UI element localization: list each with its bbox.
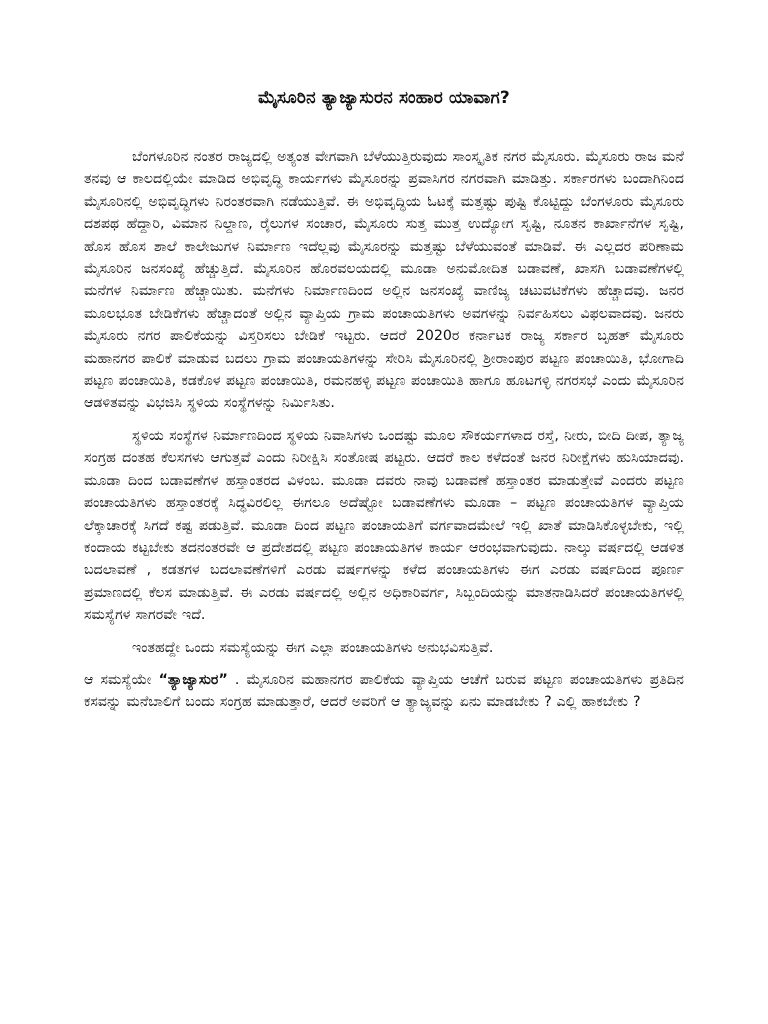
paragraph xyxy=(84,669,684,714)
paragraph-text: . ಮೈಸೂರಿನ ಮಹಾನಗರ ಪಾಲಿಕೆಯ ವ್ಯಾಪ್ತಿಯ ಆಚೆಗೆ ಬರುವ ಪಟ್ಟಣ ಪಂಚಾಯತಿಗಳು ಪ್ರತಿದಿನ ಕಸವನ್ನು ಮನೆಬಾಲಿಗೆ ಬಂದು ಸಂಗ್ರಹ ಮಾಡುತ್ತಾರೆ, ಆದರೆ ಅವರಿಗೆ ಆ ತ್ಯಾಜ್ಯವನ್ನು ಏನು ಮಾಡಬೇಕು ? ಎಲ್ಲಿ ಹಾಕಬೇಕು ? xyxy=(84,671,684,711)
paragraph-prefix: ಆ ಸಮಸ್ಯೆಯೇ xyxy=(84,671,159,688)
bold-term: “ತ್ಯಾಜ್ಯಾಸುರ” xyxy=(158,671,228,688)
paragraph: ಸ್ಥಳಿಯ ಸಂಸ್ಥೆಗಳ ನಿರ್ಮಾಣದಿಂದ ಸ್ಥಳಿಯ ನಿವಾಸಿಗಳು ಒಂದಷ್ಟು ಮೂಲ ಸೌಕರ್ಯಗಳಾದ ರಸ್ತೆ, ನೀರು, ಬೀದಿ ದೀಪ, ತ್ಯಾಜ್ಯ ಸಂಗ್ರಹ ದಂತಹ ಕೆಲಸಗಳು ಆಗುತ್ತವೆ ಎಂದು ನಿರೀಕ್ಷಿಸಿ ಸಂತೋಷ ಪಟ್ಟರು. ಆದರೆ ಕಾಲ ಕಳೆದಂತೆ ಜನರ ನಿರೀಕ್ಷೆಗಳು ಹುಸಿಯಾದವು. ಮೂಡಾ ದಿಂದ ಬಡಾವಣೆಗಳ ಹಸ್ತಾಂತರದ ವಿಳಂಬ. ಮೂಡಾ ದವರು ನಾವು ಬಡಾವಣೆ ಹಸ್ತಾಂತರ ಮಾಡುತ್ತೇವೆ ಎಂದರು ಪಟ್ಟಣ ಪಂಚಾಯತಿಗಳು ಹಸ್ತಾಂತರಕ್ಕೆ ಸಿದ್ಧವಿರಲಿಲ್ಲ ಈಗಲೂ ಅದೆಷ್ಟೋ ಬಡಾವಣೆಗಳು ಮೂಡಾ – ಪಟ್ಟಣ ಪಂಚಾಯತಿಗಳ ವ್ಯಾಪ್ತಿಯ ಲೆಕ್ಕಾಚಾರಕ್ಕೆ ಸಿಗದೆ ಕಷ್ಟ ಪಡುತ್ತಿವೆ. ಮೂಡಾ ದಿಂದ ಪಟ್ಟಣ ಪಂಚಾಯತಿಗೆ ವರ್ಗವಾದಮೇಲೆ ಇಲ್ಲಿ ಖಾತೆ ಮಾಡಿಸಿಕೊಳ್ಳಬೇಕು, ಇಲ್ಲಿ ಕಂದಾಯ ಕಟ್ಟಬೇಕು ತದನಂತರವೇ ಆ ಪ್ರದೇಶದಲ್ಲಿ ಪಟ್ಟಣ ಪಂಚಾಯತಿಗಳ ಕಾರ್ಯ ಆರಂಭವಾಗುವುದು. ನಾಲ್ಕು ವರ್ಷದಲ್ಲಿ ಆಡಳಿತ ಬದಲಾವಣೆ , ಕಡತಗಳ ಬದಲಾವಣೆಗಳಿಗೆ ಎರಡು ವರ್ಷಗಳನ್ನು ಕಳೆದ ಪಂಚಾಯತಿಗಳು ಈಗ ಎರಡು ವರ್ಷದಿಂದ ಪೂರ್ಣ ಪ್ರಮಾಣದಲ್ಲಿ ಕೆಲಸ ಮಾಡುತ್ತಿವೆ. ಈ ಎರಡು ವರ್ಷದಲ್ಲಿ ಅಲ್ಲಿನ ಅಧಿಕಾರಿವರ್ಗ, ಸಿಬ್ಬಂದಿಯನ್ನು ಮಾತನಾಡಿಸಿದರೆ ಪಂಚಾಯತಿಗಳಲ್ಲಿ ಸಮಸ್ಯೆಗಳ ಸಾಗರವೇ ಇದೆ. xyxy=(84,427,684,624)
paragraph: ಇಂತಹದ್ದೇ ಒಂದು ಸಮಸ್ಯೆಯನ್ನು ಈಗ ಎಲ್ಲಾ ಪಂಚಾಯತಿಗಳು ಅನುಭವಿಸುತ್ತಿವೆ. xyxy=(132,639,494,656)
document-title: ಮೈಸೂರಿನ ತ್ಯಾಜ್ಯಾಸುರನ ಸಂಹಾರ ಯಾವಾಗ? xyxy=(258,88,510,108)
paragraph: ಬೆಂಗಳೂರಿನ ನಂತರ ರಾಜ್ಯದಲ್ಲಿ ಅತ್ಯಂತ ವೇಗವಾಗಿ ಬೆಳೆಯುತ್ತಿರುವುದು ಸಾಂಸ್ಕೃತಿಕ ನಗರ ಮೈಸೂರು. ಮೈಸೂರು ರಾಜ ಮನೆ ತನವು ಆ ಕಾಲದಲ್ಲಿಯೇ ಮಾಡಿದ ಅಭಿವೃದ್ಧಿ ಕಾರ್ಯಗಳು ಮೈಸೂರನ್ನು ಪ್ರವಾಸಿಗರ ನಗರವಾಗಿ ಮಾಡಿತ್ತು. ಸರ್ಕಾರಗಳು ಬಂದಾಗಿನಿಂದ ಮೈಸೂರಿನಲ್ಲಿ ಅಭಿವೃದ್ಧಿಗಳು ನಿರಂತರವಾಗಿ ನಡೆಯುತ್ತಿವೆ. ಈ ಅಭಿವೃದ್ಧಿಯ ಓಟಕ್ಕೆ ಮತ್ತಷ್ಟು ಪುಷ್ಟಿ ಕೊಟ್ಟಿದ್ದು ಬೆಂಗಳೂರು ಮೈಸೂರು ದಶಪಥ ಹೆದ್ದಾರಿ, ವಿಮಾನ ನಿಲ್ದಾಣ, ರೈಲುಗಳ ಸಂಚಾರ, ಮೈಸೂರು ಸುತ್ತ ಮುತ್ತ ಉದ್ಯೋಗ ಸೃಷ್ಟಿ, ನೂತನ ಕಾರ್ಖಾನೆಗಳ ಸೃಷ್ಟಿ, ಹೊಸ ಹೊಸ ಶಾಲೆ ಕಾಲೇಜುಗಳ ನಿರ್ಮಾಣ ಇದೆಲ್ಲವು ಮೈಸೂರನ್ನು ಮತ್ತಷ್ಟು ಬೆಳೆಯುವಂತೆ ಮಾಡಿವೆ. ಈ ಎಲ್ಲದರ ಪರಿಣಾಮ ಮೈಸೂರಿನ ಜನಸಂಖ್ಯೆ ಹೆಚ್ಚುತ್ತಿದೆ. ಮೈಸೂರಿನ ಹೊರವಲಯದಲ್ಲಿ ಮೂಡಾ ಅನುಮೋದಿತ ಬಡಾವಣೆ, ಖಾಸಗಿ ಬಡಾವಣೆಗಳಲ್ಲಿ ಮನೆಗಳ ನಿರ್ಮಾಣ ಹೆಚ್ಚಾಯಿತು. ಮನೆಗಳು ನಿರ್ಮಾಣದಿಂದ ಅಲ್ಲಿನ ಜನಸಂಖ್ಯೆ ವಾಣಿಜ್ಯ ಚಟುವಟಿಕೆಗಳು ಹೆಚ್ಚಾದವು. ಜನರ ಮೂಲಭೂತ ಬೇಡಿಕೆಗಳು ಹೆಚ್ಚಾದಂತೆ ಅಲ್ಲಿನ ವ್ಯಾಪ್ತಿಯ ಗ್ರಾಮ ಪಂಚಾಯತಿಗಳು ಅವಗಳನ್ನು ನಿರ್ವಹಿಸಲು ವಿಫಲವಾದವು. ಜನರು ಮೈಸೂರು ನಗರ ಪಾಲಿಕೆಯನ್ನು ವಿಸ್ತರಿಸಲು ಬೇಡಿಕೆ ಇಟ್ಟರು. ಆದರೆ 2020ರ ಕರ್ನಾಟಕ ರಾಜ್ಯ ಸರ್ಕಾರ ಬೃಹತ್ ಮೈಸೂರು ಮಹಾನಗರ ಪಾಲಿಕೆ ಮಾಡುವ ಬದಲು ಗ್ರಾಮ ಪಂಚಾಯತಿಗಳನ್ನು ಸೇರಿಸಿ ಮೈಸೂರಿನಲ್ಲಿ ಶ್ರೀರಾಂಪುರ ಪಟ್ಟಣ ಪಂಚಾಯಿತಿ, ಭೋಗಾದಿ ಪಟ್ಟಣ ಪಂಚಾಯಿತಿ, ಕಡಕೊಳ ಪಟ್ಟಣ ಪಂಚಾಯಿತಿ, ರಮನಹಳ್ಳಿ ಪಟ್ಟಣ ಪಂಚಾಯಿತಿ ಹಾಗೂ ಹೂಟಗಳ್ಳಿ ನಗರಸಭೆ ಎಂದು ಮೈಸೂರಿನ ಆಡಳಿತವನ್ನು ವಿಭಜಿಸಿ ಸ್ಥಳಿಯ ಸಂಸ್ಥೆಗಳನ್ನು ನಿರ್ಮಿಸಿತು. xyxy=(84,149,684,412)
